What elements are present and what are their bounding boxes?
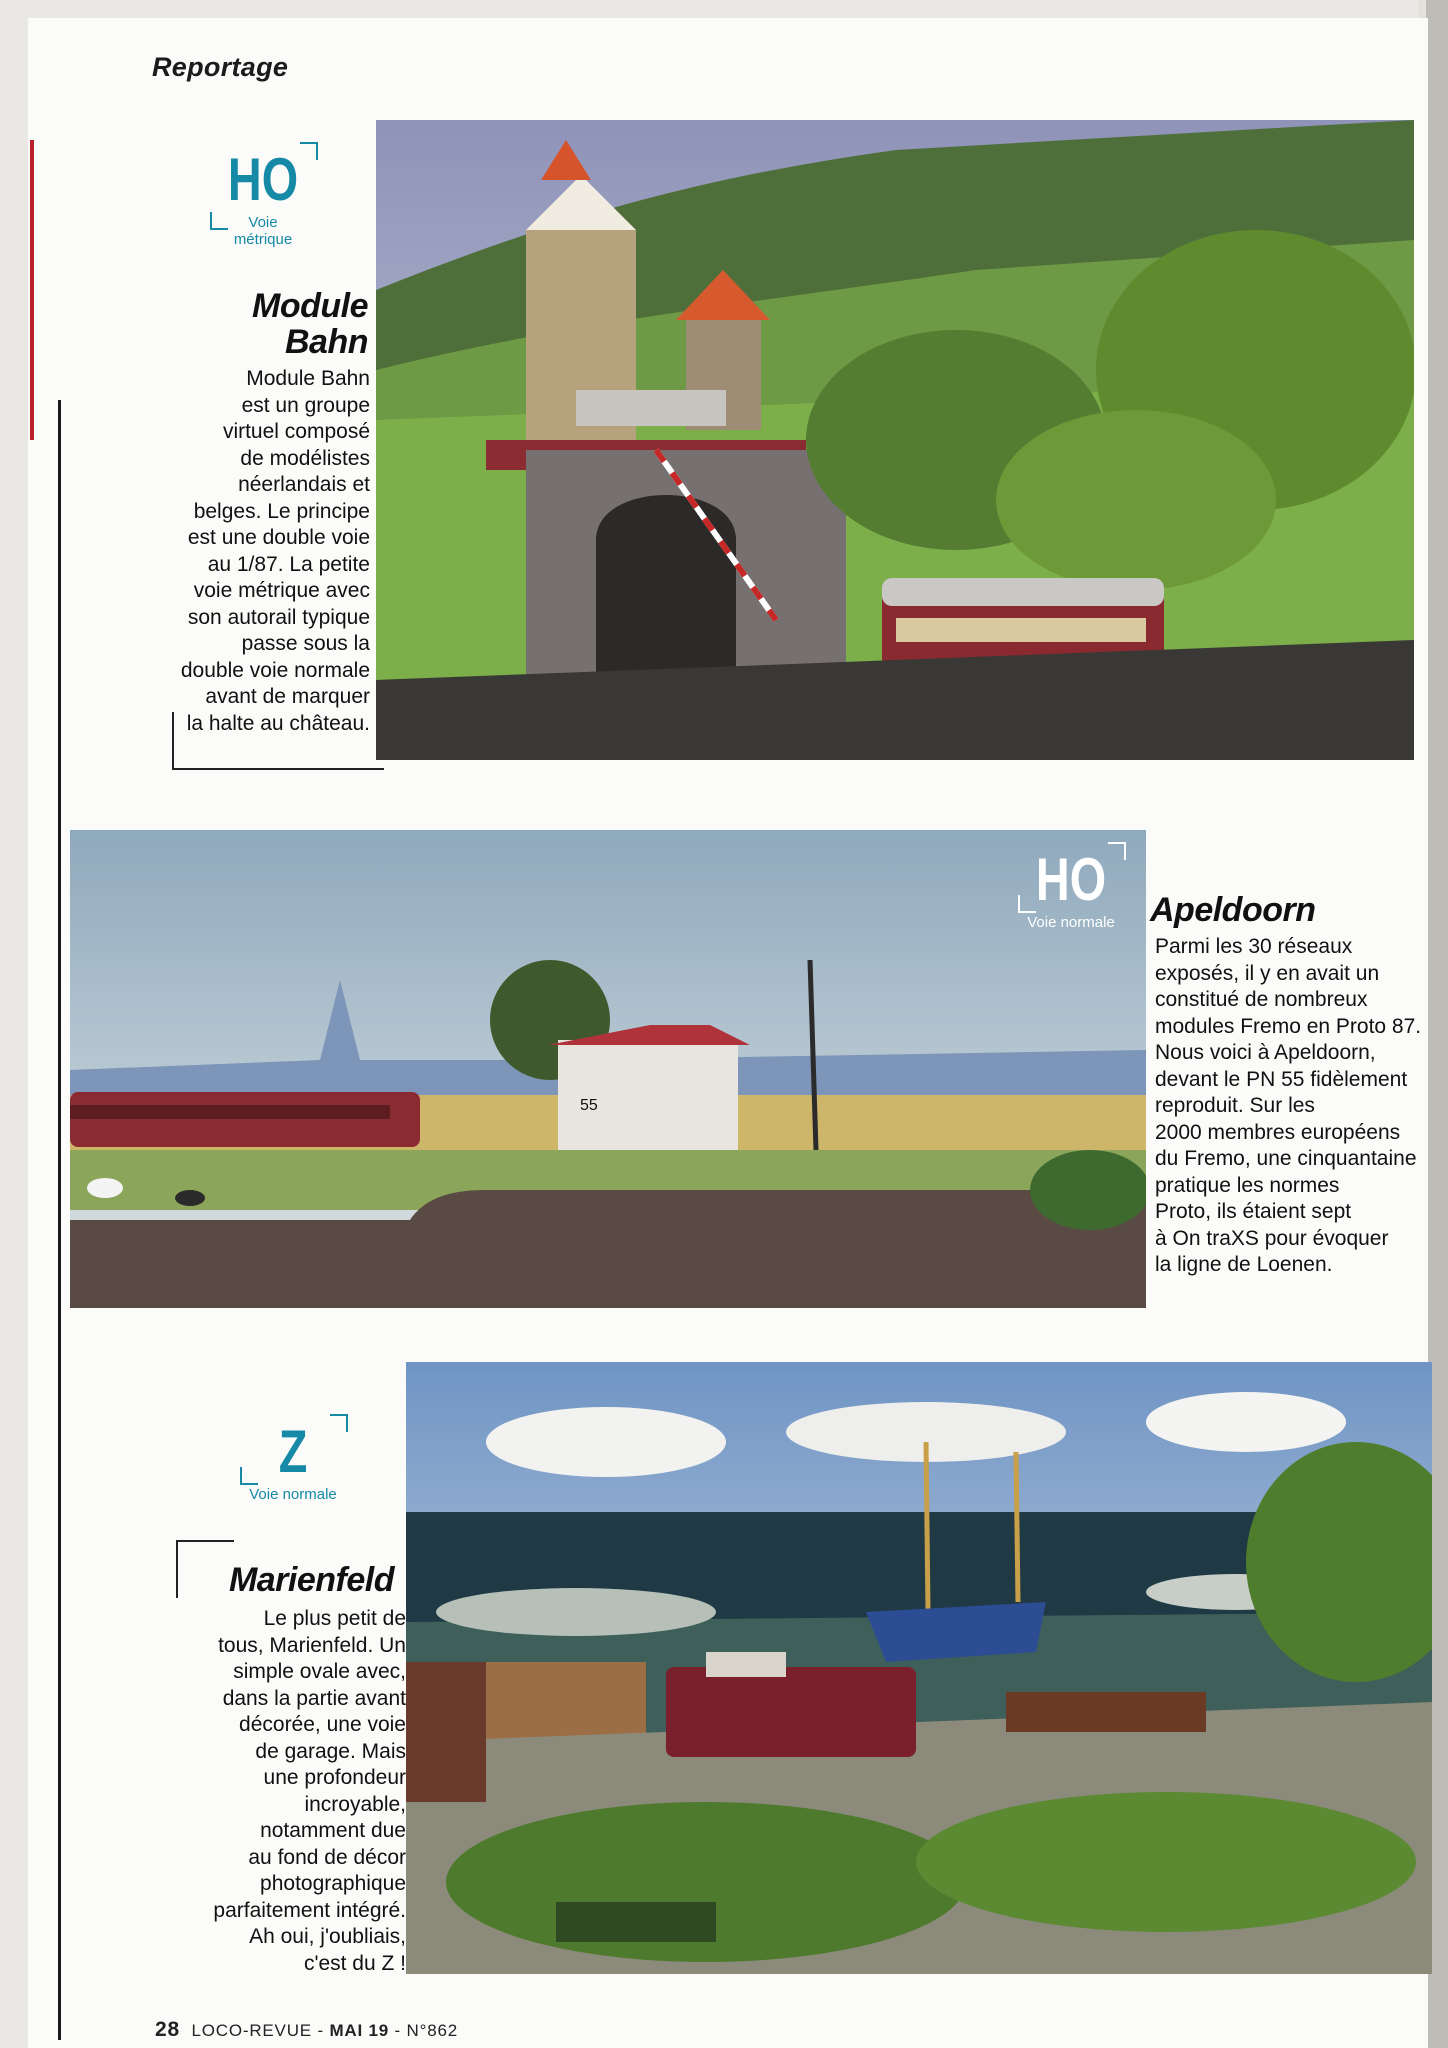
body-line: passe sous la xyxy=(241,632,370,655)
body-line: est une double voie xyxy=(187,526,370,549)
article-title-marienfeld xyxy=(180,1562,394,1598)
body-line: Le plus petit de xyxy=(263,1607,406,1630)
page-left-binding-line xyxy=(58,400,61,2040)
body-line: dans la partie avant xyxy=(222,1686,406,1710)
issue-number: N°862 xyxy=(406,2021,458,2040)
photo-apeldoorn-layout xyxy=(70,830,1146,1308)
section-title: Reportage xyxy=(152,52,289,82)
scale-code: Z xyxy=(278,1418,308,1485)
badge-corner-mark xyxy=(210,212,228,230)
article-body-module-bahn xyxy=(150,366,370,737)
body-line: Module Bahn xyxy=(246,367,370,390)
body-line: voie métrique avec xyxy=(193,579,370,602)
body-line: de modélistes xyxy=(240,446,370,470)
body-line: exposés, il y en avait un xyxy=(1155,961,1380,985)
body-line: parfaitement intégré. xyxy=(213,1898,406,1922)
scale-badge-z-standard xyxy=(248,1420,338,1503)
crossing-number-sign: 55 xyxy=(580,1097,598,1114)
body-line: une profondeur xyxy=(263,1766,406,1789)
scale-code: HO xyxy=(227,146,299,213)
body-line: à On traXS pour évoquer xyxy=(1155,1226,1389,1250)
badge-corner-mark xyxy=(300,142,318,160)
footer-separator: - xyxy=(311,2021,330,2040)
body-line: néerlandais et xyxy=(238,473,370,496)
body-line: Ah oui, j'oubliais, xyxy=(249,1925,406,1948)
article-title-apeldoorn xyxy=(1150,892,1410,928)
title-line: Apeldoorn xyxy=(1150,891,1316,929)
body-line: reproduit. Sur les xyxy=(1155,1094,1315,1117)
body-line: décorée, une voie xyxy=(239,1713,406,1736)
badge-corner-mark xyxy=(240,1467,258,1485)
page-footer xyxy=(155,2018,458,2042)
title-line: Marienfeld xyxy=(228,1561,394,1599)
body-line: la halte au château. xyxy=(186,711,370,735)
body-line: au fond de décor xyxy=(248,1845,406,1869)
article-title-module-bahn xyxy=(150,288,368,360)
body-line: photographique xyxy=(260,1872,406,1895)
body-line: double voie normale xyxy=(180,658,370,682)
caption-bracket xyxy=(172,712,384,770)
badge-corner-mark xyxy=(1108,842,1126,860)
body-line: devant le PN 55 fidèlement xyxy=(1155,1067,1408,1091)
body-line: son autorail typique xyxy=(187,605,370,629)
body-line: modules Fremo en Proto 87. xyxy=(1155,1014,1422,1038)
issue-month: MAI 19 xyxy=(329,2021,390,2040)
photo-module-bahn-layout xyxy=(376,120,1414,760)
page-left-red-edge xyxy=(30,140,34,440)
body-line: tous, Marienfeld. Un xyxy=(218,1633,406,1657)
badge-corner-mark xyxy=(330,1414,348,1432)
title-line: Module xyxy=(252,287,368,325)
track-gauge-label: Voie normale xyxy=(249,1486,337,1503)
body-line: pratique les normes xyxy=(1155,1173,1340,1197)
body-line: simple ovale avec, xyxy=(233,1660,406,1683)
body-line: 2000 membres européens xyxy=(1155,1120,1401,1144)
track-gauge-label: Voie normale xyxy=(1027,914,1115,931)
article-body-marienfeld xyxy=(150,1606,406,1977)
body-line: du Fremo, une cinquantaine xyxy=(1155,1147,1417,1170)
title-line: Bahn xyxy=(285,323,368,361)
body-line: incroyable, xyxy=(304,1792,406,1816)
body-line: notamment due xyxy=(260,1819,406,1842)
body-line: est un groupe xyxy=(241,393,370,417)
photo-marienfeld-layout xyxy=(406,1362,1432,1974)
magazine-name: LOCO-REVUE xyxy=(191,2021,312,2040)
page-number: 28 xyxy=(155,2018,180,2041)
body-line: au 1/87. La petite xyxy=(207,552,370,576)
body-line: la ligne de Loenen. xyxy=(1155,1253,1333,1276)
body-line: Proto, ils étaient sept xyxy=(1155,1200,1352,1223)
footer-separator: - xyxy=(389,2021,407,2040)
body-line: de garage. Mais xyxy=(255,1739,406,1763)
scale-badge-ho-metric xyxy=(218,148,308,248)
scale-code: HO xyxy=(1035,846,1107,913)
body-line: virtuel composé xyxy=(222,420,370,443)
body-line: Nous voici à Apeldoorn, xyxy=(1155,1041,1376,1064)
body-line: constitué de nombreux xyxy=(1155,988,1368,1011)
body-line: avant de marquer xyxy=(205,685,370,708)
body-line: belges. Le principe xyxy=(193,499,370,523)
body-line: Parmi les 30 réseaux xyxy=(1155,935,1353,958)
scale-badge-ho-standard xyxy=(1026,848,1116,931)
track-gauge-label: Voie métrique xyxy=(233,214,293,248)
article-body-apeldoorn xyxy=(1155,934,1427,1279)
badge-corner-mark xyxy=(1018,895,1036,913)
body-line: c'est du Z ! xyxy=(303,1951,406,1975)
